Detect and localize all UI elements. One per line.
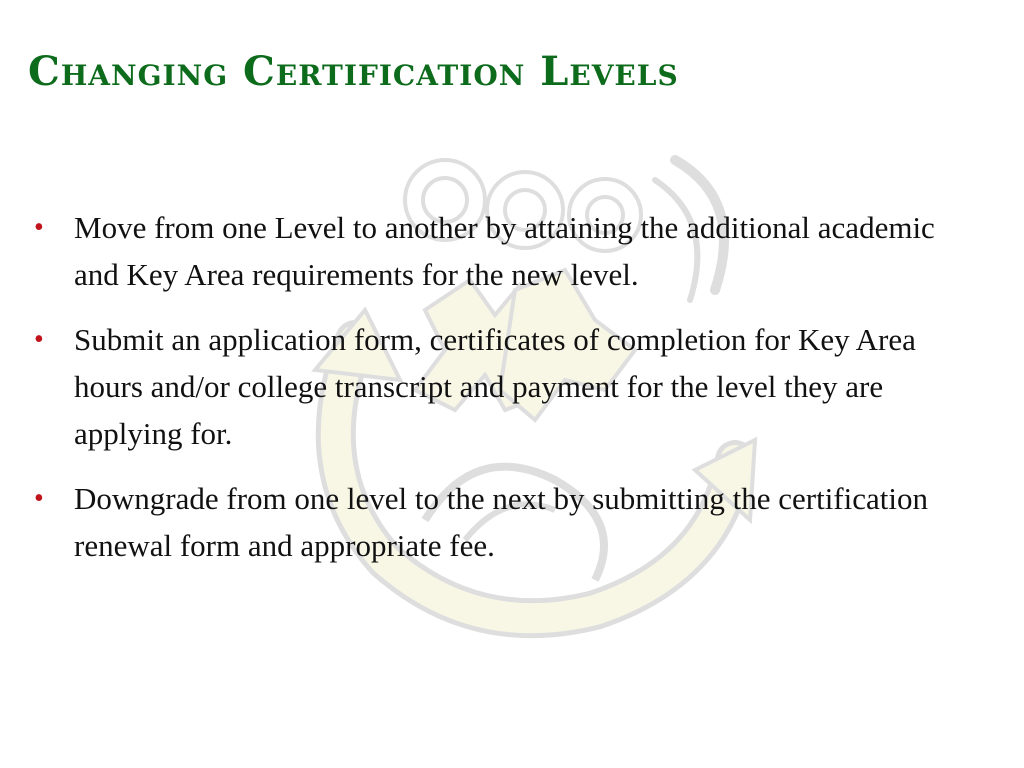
- bullet-list: [34, 204, 964, 587]
- list-item: [34, 475, 964, 569]
- bullet-marker: •: [34, 324, 44, 355]
- bullet-text: Move from one Level to another by attaining the additional academic and Key Area requirements for the new level.: [74, 210, 935, 292]
- bullet-marker: •: [34, 483, 44, 514]
- bullet-text: Downgrade from one level to the next by submitting the certification renewal form and appropriate fee.: [74, 481, 928, 563]
- list-item: [34, 204, 964, 298]
- list-item: [34, 316, 964, 457]
- bullet-marker: •: [34, 212, 44, 243]
- bullet-text: Submit an application form, certificates of completion for Key Area hours and/or college transcript and payment for the level they are applying for.: [74, 322, 916, 451]
- slide-title: Changing Certification Levels: [28, 48, 679, 95]
